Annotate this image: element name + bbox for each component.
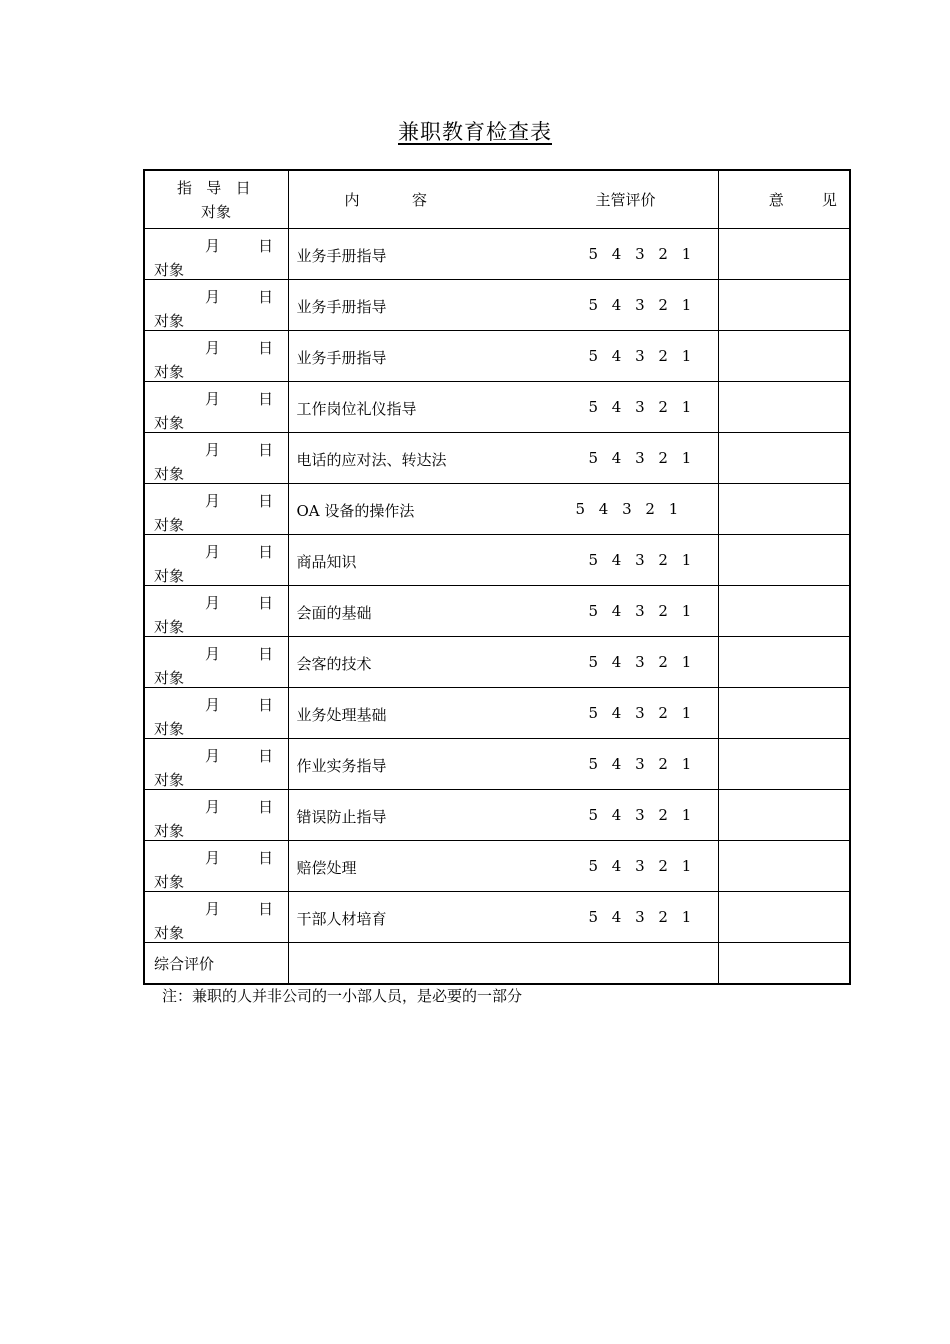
item-label: 赔偿处理 — [296, 859, 357, 877]
month-day-label: 月 日 — [205, 747, 274, 765]
item-label: 干部人材培育 — [296, 910, 387, 928]
date-object-cell[interactable] — [144, 229, 288, 280]
item-label: 业务手册指导 — [296, 349, 387, 367]
score-scale[interactable]: 5 4 3 2 1 — [588, 602, 692, 620]
summary-opinion-cell[interactable] — [718, 943, 850, 985]
month-day-label: 月 日 — [205, 288, 274, 306]
month-day-label: 月 日 — [205, 237, 274, 255]
inspection-table — [143, 169, 851, 985]
date-object-cell[interactable] — [144, 688, 288, 739]
date-object-cell[interactable] — [144, 280, 288, 331]
summary-row — [144, 943, 850, 985]
opinion-cell[interactable] — [718, 433, 850, 484]
opinion-cell[interactable] — [718, 841, 850, 892]
header-row — [144, 170, 850, 229]
opinion-cell[interactable] — [718, 892, 850, 943]
score-scale[interactable]: 5 4 3 2 1 — [588, 398, 692, 416]
header-content-cell — [288, 170, 718, 229]
date-object-cell[interactable] — [144, 382, 288, 433]
opinion-cell[interactable] — [718, 280, 850, 331]
date-object-cell[interactable] — [144, 637, 288, 688]
item-label: 业务手册指导 — [296, 298, 387, 316]
month-day-label: 月 日 — [205, 645, 274, 663]
month-day-label: 月 日 — [205, 543, 274, 561]
score-scale[interactable]: 5 4 3 2 1 — [588, 857, 692, 875]
content-cell — [288, 331, 718, 382]
date-object-cell[interactable] — [144, 484, 288, 535]
content-cell — [288, 688, 718, 739]
header-date-object-cell — [144, 170, 288, 229]
opinion-cell[interactable] — [718, 229, 850, 280]
opinion-cell[interactable] — [718, 331, 850, 382]
opinion-cell[interactable] — [718, 688, 850, 739]
object-label: 对象 — [154, 669, 185, 687]
date-object-cell[interactable] — [144, 331, 288, 382]
table-row — [144, 280, 850, 331]
table-row — [144, 382, 850, 433]
opinion-cell[interactable] — [718, 637, 850, 688]
month-day-label: 月 日 — [205, 339, 274, 357]
item-label: 作业实务指导 — [296, 757, 387, 775]
header-date-label: 指 导 日 — [177, 179, 251, 197]
object-label: 对象 — [154, 261, 185, 279]
month-day-label: 月 日 — [205, 594, 274, 612]
item-label: 商品知识 — [296, 553, 357, 571]
header-eval-label: 主管评价 — [595, 191, 656, 209]
score-scale[interactable]: 5 4 3 2 1 — [588, 551, 692, 569]
month-day-label: 月 日 — [205, 390, 274, 408]
opinion-cell[interactable] — [718, 535, 850, 586]
score-scale[interactable]: 5 4 3 2 1 — [588, 653, 692, 671]
score-scale[interactable]: 5 4 3 2 1 — [588, 245, 692, 263]
object-label: 对象 — [154, 822, 185, 840]
object-label: 对象 — [154, 312, 185, 330]
object-label: 对象 — [154, 924, 185, 942]
summary-label: 综合评价 — [144, 943, 288, 985]
opinion-cell[interactable] — [718, 790, 850, 841]
score-scale[interactable]: 5 4 3 2 1 — [588, 755, 692, 773]
month-day-label: 月 日 — [205, 441, 274, 459]
score-scale[interactable]: 5 4 3 2 1 — [588, 449, 692, 467]
header-opinion-label: 意 见 — [768, 191, 837, 209]
object-label: 对象 — [154, 771, 185, 789]
item-label: 会客的技术 — [296, 655, 372, 673]
content-cell — [288, 229, 718, 280]
date-object-cell[interactable] — [144, 790, 288, 841]
object-label: 对象 — [154, 363, 185, 381]
table-row — [144, 331, 850, 382]
month-day-label: 月 日 — [205, 492, 274, 510]
table-row — [144, 484, 850, 535]
footnote: 注：兼职的人并非公司的一小部人员，是必要的一部分 — [162, 987, 523, 1005]
content-cell — [288, 433, 718, 484]
month-day-label: 月 日 — [205, 900, 274, 918]
table-row — [144, 535, 850, 586]
content-cell — [288, 382, 718, 433]
content-cell — [288, 280, 718, 331]
item-label: OA 设备的操作法 — [296, 502, 415, 520]
opinion-cell[interactable] — [718, 739, 850, 790]
score-scale[interactable]: 5 4 3 2 1 — [588, 806, 692, 824]
object-label: 对象 — [154, 414, 185, 432]
content-cell — [288, 739, 718, 790]
content-cell — [288, 535, 718, 586]
score-scale[interactable]: 5 4 3 2 1 — [588, 296, 692, 314]
score-scale[interactable]: 5 4 3 2 1 — [575, 500, 679, 518]
month-day-label: 月 日 — [205, 849, 274, 867]
table-row — [144, 892, 850, 943]
item-label: 错误防止指导 — [296, 808, 387, 826]
table-row — [144, 586, 850, 637]
content-cell — [288, 892, 718, 943]
date-object-cell[interactable] — [144, 892, 288, 943]
object-label: 对象 — [154, 873, 185, 891]
object-label: 对象 — [154, 465, 185, 483]
form-title: 兼职教育检查表 — [398, 120, 552, 144]
item-label: 工作岗位礼仪指导 — [296, 400, 417, 418]
date-object-cell[interactable] — [144, 586, 288, 637]
table-row — [144, 841, 850, 892]
table-row — [144, 790, 850, 841]
item-label: 业务手册指导 — [296, 247, 387, 265]
content-cell — [288, 790, 718, 841]
date-object-cell[interactable] — [144, 841, 288, 892]
header-content-label: 内 容 — [344, 191, 427, 209]
content-cell — [288, 586, 718, 637]
score-scale[interactable]: 5 4 3 2 1 — [588, 347, 692, 365]
content-cell — [288, 637, 718, 688]
opinion-cell[interactable] — [718, 382, 850, 433]
date-object-cell[interactable] — [144, 739, 288, 790]
item-label: 电话的应对法、转达法 — [296, 451, 447, 469]
item-label: 会面的基础 — [296, 604, 372, 622]
item-label: 业务处理基础 — [296, 706, 387, 724]
header-opinion-cell — [718, 170, 850, 229]
header-object-label: 对象 — [201, 203, 232, 221]
date-object-cell[interactable] — [144, 535, 288, 586]
object-label: 对象 — [154, 720, 185, 738]
object-label: 对象 — [154, 567, 185, 585]
table-row — [144, 433, 850, 484]
month-day-label: 月 日 — [205, 798, 274, 816]
object-label: 对象 — [154, 618, 185, 636]
object-label: 对象 — [154, 516, 185, 534]
table-row — [144, 739, 850, 790]
table-row — [144, 229, 850, 280]
summary-content-cell[interactable] — [288, 943, 718, 985]
opinion-cell[interactable] — [718, 484, 850, 535]
month-day-label: 月 日 — [205, 696, 274, 714]
content-cell — [288, 484, 718, 535]
score-scale[interactable]: 5 4 3 2 1 — [588, 908, 692, 926]
content-cell — [288, 841, 718, 892]
table-row — [144, 637, 850, 688]
table-row — [144, 688, 850, 739]
opinion-cell[interactable] — [718, 586, 850, 637]
score-scale[interactable]: 5 4 3 2 1 — [588, 704, 692, 722]
date-object-cell[interactable] — [144, 433, 288, 484]
